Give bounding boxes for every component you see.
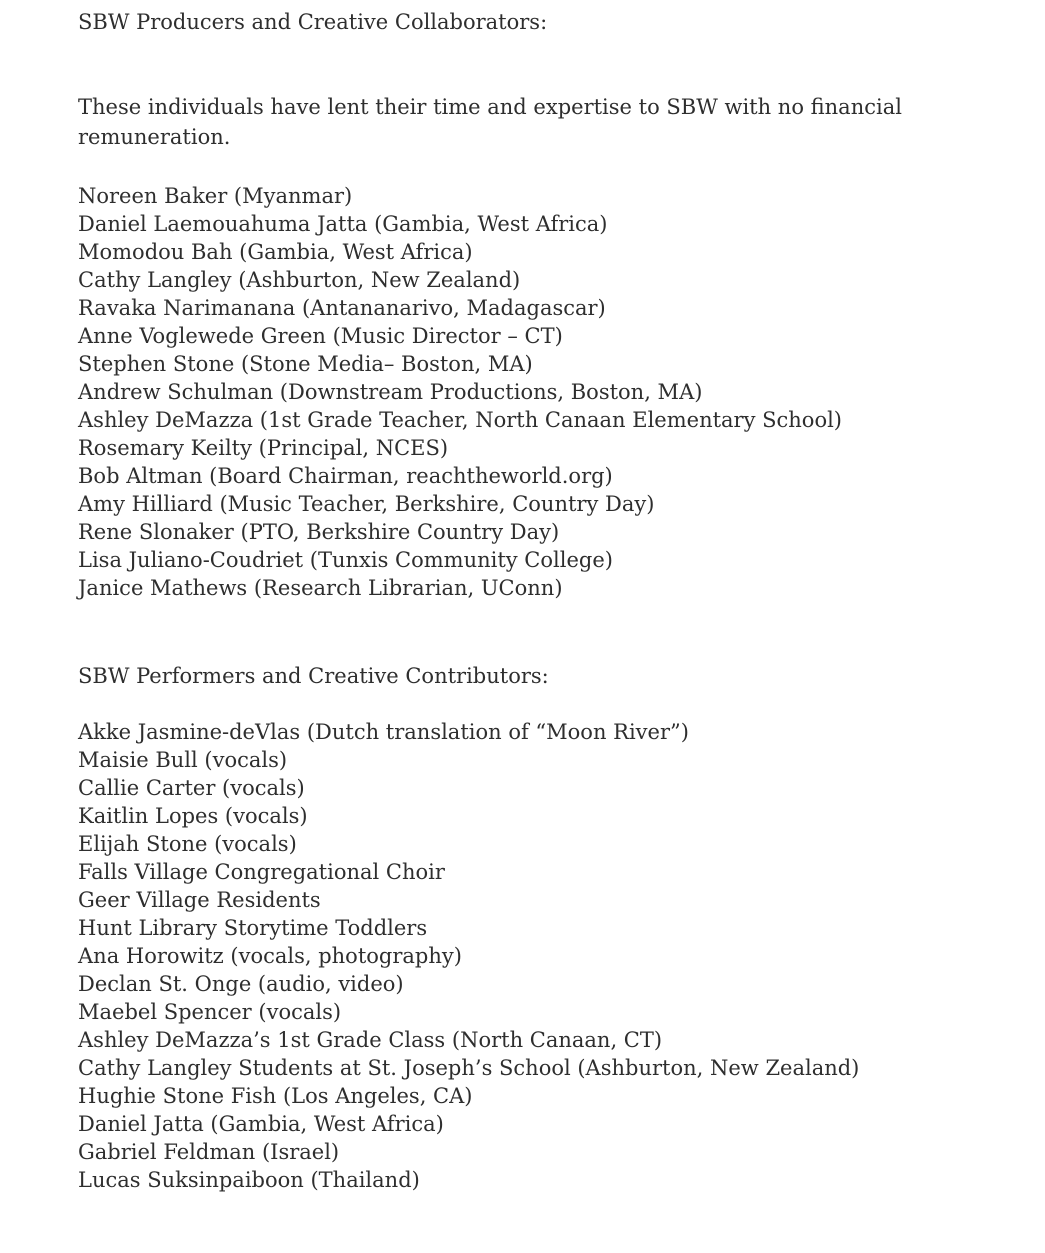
list-item: Lisa Juliano-Coudriet (Tunxis Community College) bbox=[78, 548, 613, 572]
list-item: Rosemary Keilty (Principal, NCES) bbox=[78, 436, 449, 460]
list-item: Declan St. Onge (audio, video) bbox=[78, 972, 404, 996]
list-item: Andrew Schulman (Downstream Productions, Boston, MA) bbox=[78, 380, 703, 404]
list-item: Gabriel Feldman (Israel) bbox=[78, 1140, 340, 1164]
producers-intro: These individuals have lent their time and expertise to SBW with no financial remuneration. bbox=[78, 95, 902, 149]
list-item: Hunt Library Storytime Toddlers bbox=[78, 916, 428, 940]
list-item: Ashley DeMazza’s 1st Grade Class (North Canaan, CT) bbox=[78, 1028, 663, 1052]
list-item: Maebel Spencer (vocals) bbox=[78, 1000, 342, 1024]
list-item: Anne Voglewede Green (Music Director – CT) bbox=[78, 324, 563, 348]
list-item: Falls Village Congregational Choir bbox=[78, 860, 445, 884]
list-item: Ana Horowitz (vocals, photography) bbox=[78, 944, 462, 968]
list-item: Cathy Langley (Ashburton, New Zealand) bbox=[78, 268, 521, 292]
list-item: Akke Jasmine-deVlas (Dutch translation of “Moon River”) bbox=[78, 720, 689, 744]
list-item: Daniel Jatta (Gambia, West Africa) bbox=[78, 1112, 444, 1136]
performers-heading: SBW Performers and Creative Contributors: bbox=[78, 664, 549, 688]
list-item: Bob Altman (Board Chairman, reachtheworld.org) bbox=[78, 464, 613, 488]
list-item: Ashley DeMazza (1st Grade Teacher, North Canaan Elementary School) bbox=[78, 408, 842, 432]
list-item: Daniel Laemouahuma Jatta (Gambia, West Africa) bbox=[78, 212, 608, 236]
list-item: Hughie Stone Fish (Los Angeles, CA) bbox=[78, 1084, 473, 1108]
list-item: Rene Slonaker (PTO, Berkshire Country Day) bbox=[78, 520, 560, 544]
list-item: Callie Carter (vocals) bbox=[78, 776, 305, 800]
producers-list bbox=[78, 182, 842, 602]
list-item: Elijah Stone (vocals) bbox=[78, 832, 297, 856]
list-item: Kaitlin Lopes (vocals) bbox=[78, 804, 308, 828]
performers-list bbox=[78, 718, 859, 1194]
list-item: Cathy Langley Students at St. Joseph’s School (Ashburton, New Zealand) bbox=[78, 1056, 860, 1080]
list-item: Maisie Bull (vocals) bbox=[78, 748, 288, 772]
list-item: Momodou Bah (Gambia, West Africa) bbox=[78, 240, 473, 264]
list-item: Noreen Baker (Myanmar) bbox=[78, 184, 353, 208]
list-item: Janice Mathews (Research Librarian, UConn) bbox=[78, 576, 563, 600]
list-item: Lucas Suksinpaiboon (Thailand) bbox=[78, 1168, 420, 1192]
list-item: Amy Hilliard (Music Teacher, Berkshire, Country Day) bbox=[78, 492, 655, 516]
list-item: Ravaka Narimanana (Antananarivo, Madagascar) bbox=[78, 296, 606, 320]
list-item: Geer Village Residents bbox=[78, 888, 321, 912]
list-item: Stephen Stone (Stone Media– Boston, MA) bbox=[78, 352, 533, 376]
producers-heading: SBW Producers and Creative Collaborators: bbox=[78, 10, 548, 34]
